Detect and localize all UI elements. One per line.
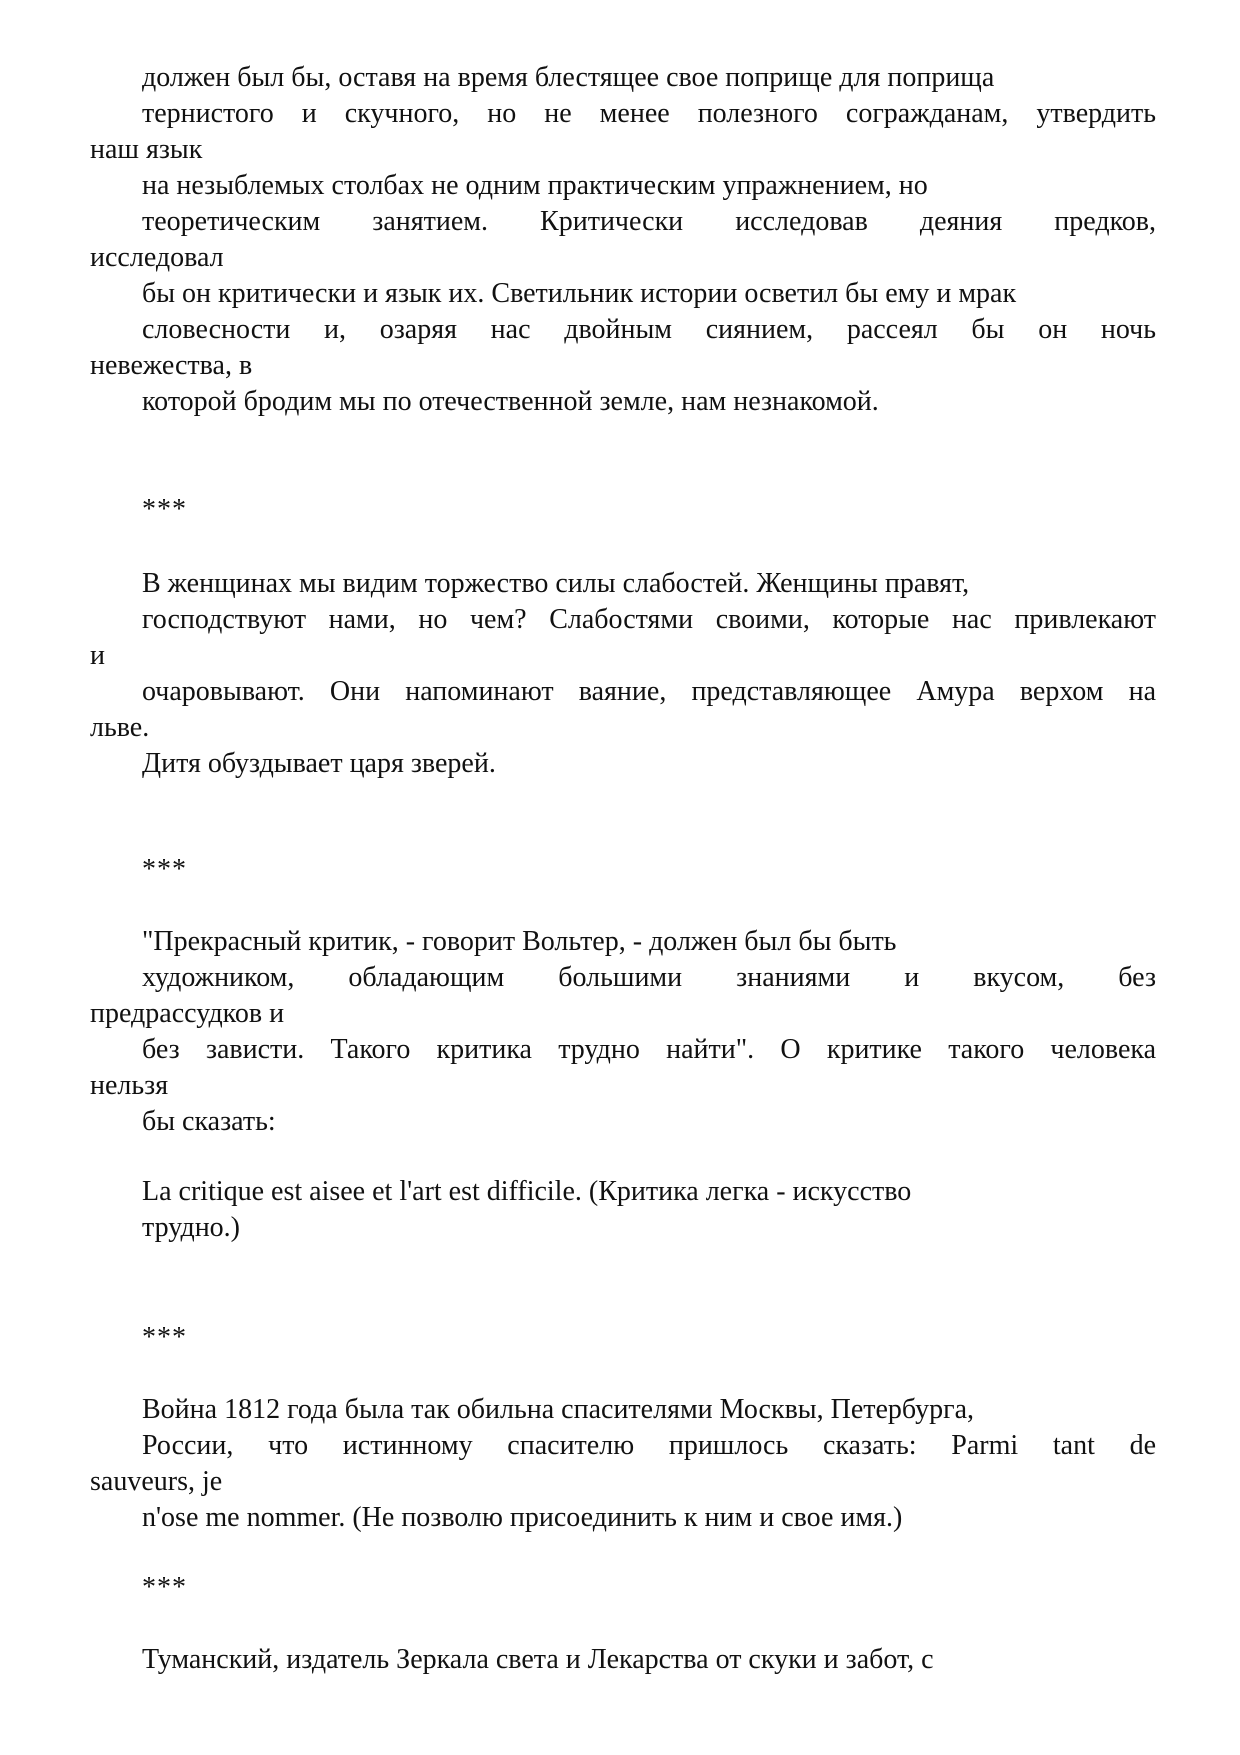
text-line: исследовал xyxy=(90,242,224,273)
text-line: словесности и, озаряя нас двойным сиянием, рассеял бы он ночь xyxy=(142,314,1156,345)
section-separator: *** xyxy=(142,1572,187,1603)
text-line: "Прекрасный критик, - говорит Вольтер, - должен был бы быть xyxy=(142,926,897,957)
paragraph-language-theory xyxy=(90,60,1156,420)
text-line: бы сказать: xyxy=(142,1106,276,1137)
text-line: Дитя обуздывает царя зверей. xyxy=(142,748,496,779)
text-line: La critique est aisee et l'art est difficile. (Критика легка - искусство xyxy=(142,1176,912,1207)
paragraph-war-1812 xyxy=(90,1392,1156,1536)
text-line: невежества, в xyxy=(90,350,253,381)
text-line: Война 1812 года была так обильна спасителями Москвы, Петербурга, xyxy=(142,1394,975,1425)
text-line: наш язык xyxy=(90,134,203,165)
text-line: очаровывают. Они напоминают ваяние, представляющее Амура верхом на xyxy=(142,676,1156,707)
text-line: бы он критически и язык их. Светильник истории осветил бы ему и мрак xyxy=(142,278,1017,309)
text-line: В женщинах мы видим торжество силы слабостей. Женщины правят, xyxy=(142,568,970,599)
paragraph-voltaire-critic xyxy=(90,924,1156,1140)
section-separator: *** xyxy=(142,854,187,885)
text-line: льве. xyxy=(90,712,150,743)
text-line: на незыблемых столбах не одним практическим упражнением, но xyxy=(142,170,928,201)
section-separator: *** xyxy=(142,1322,187,1353)
text-line: без зависти. Такого критика трудно найти". О критике такого человека xyxy=(142,1034,1156,1065)
text-line: нельзя xyxy=(90,1070,169,1101)
text-line: n'ose me nommer. (Не позволю присоединить к ним и свое имя.) xyxy=(142,1502,903,1533)
section-separator: *** xyxy=(142,494,187,525)
text-line: которой бродим мы по отечественной земле, нам незнакомой. xyxy=(142,386,879,417)
text-line: художником, обладающим большими знаниями и вкусом, без xyxy=(142,962,1156,993)
text-line: теоретическим занятием. Критически исследовав деяния предков, xyxy=(142,206,1156,237)
text-line: должен был бы, оставя на время блестящее свое поприще для поприща xyxy=(142,62,995,93)
paragraph-french-quote xyxy=(90,1174,1156,1246)
text-line: Туманский, издатель Зеркала света и Лекарства от скуки и забот, с xyxy=(142,1644,934,1675)
text-line: России, что истинному спасителю пришлось сказать: Parmi tant de xyxy=(142,1430,1156,1461)
paragraph-women xyxy=(90,566,1156,782)
text-line: тернистого и скучного, но не менее полезного согражданам, утвердить xyxy=(142,98,1156,129)
text-line: предрассудков и xyxy=(90,998,285,1029)
text-line: трудно.) xyxy=(142,1212,240,1243)
text-line: sauveurs, je xyxy=(90,1466,223,1497)
text-line: и xyxy=(90,640,105,671)
text-line: господствуют нами, но чем? Слабостями своими, которые нас привлекают xyxy=(142,604,1156,635)
paragraph-tumansky xyxy=(90,1642,1156,1678)
